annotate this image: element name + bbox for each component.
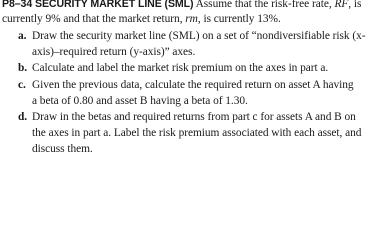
intro-text-2a: currently 9% and that the market return, (2, 13, 186, 25)
part-d-line-3 (32, 142, 93, 156)
part-d-marker: d. (18, 111, 28, 123)
part-b-marker: b. (18, 62, 28, 74)
part-b-text-1: Calculate and label the market risk premium on the axes in part a. (32, 62, 329, 74)
part-a-text-2: axis)–required return (y-axis)” axes. (32, 46, 196, 58)
part-d-text-3: discuss them. (32, 143, 93, 155)
part-c-text-1: Given the previous data, calculate the required return on asset A having (32, 79, 354, 91)
problem-heading: P8–34 SECURITY MARKET LINE (SML) (2, 0, 194, 10)
part-d-line-1 (18, 110, 356, 124)
part-c-line-1 (18, 78, 354, 92)
part-a-marker: a. (18, 30, 27, 42)
part-b-line-1 (18, 61, 328, 75)
problem-intro-line-2 (2, 12, 281, 26)
part-a-line-1 (18, 29, 366, 43)
part-c-line-2 (32, 94, 248, 108)
market-return-symbol: rm (185, 13, 198, 25)
part-d-text-1: Draw in the betas and required returns from part c for assets A and B on (32, 111, 356, 123)
risk-free-symbol: RF (334, 0, 349, 10)
intro-text-2b: , is currently 13%. (197, 13, 281, 25)
intro-text-1b: , is (348, 0, 362, 10)
part-a-text-1: Draw the security market line (SML) on a set of “nondiversifiable risk (x- (32, 30, 366, 42)
intro-text-1a: Assume that the risk-free rate, (193, 0, 335, 10)
problem-intro-line-1 (2, 0, 361, 11)
part-d-text-2: the axes in part a. Label the risk premium associated with each asset, and (32, 127, 362, 139)
part-c-marker: c. (18, 79, 26, 91)
part-d-line-2 (32, 126, 361, 140)
part-a-line-2 (32, 45, 195, 59)
part-c-text-2: a beta of 0.80 and asset B having a beta of 1.30. (32, 95, 248, 107)
